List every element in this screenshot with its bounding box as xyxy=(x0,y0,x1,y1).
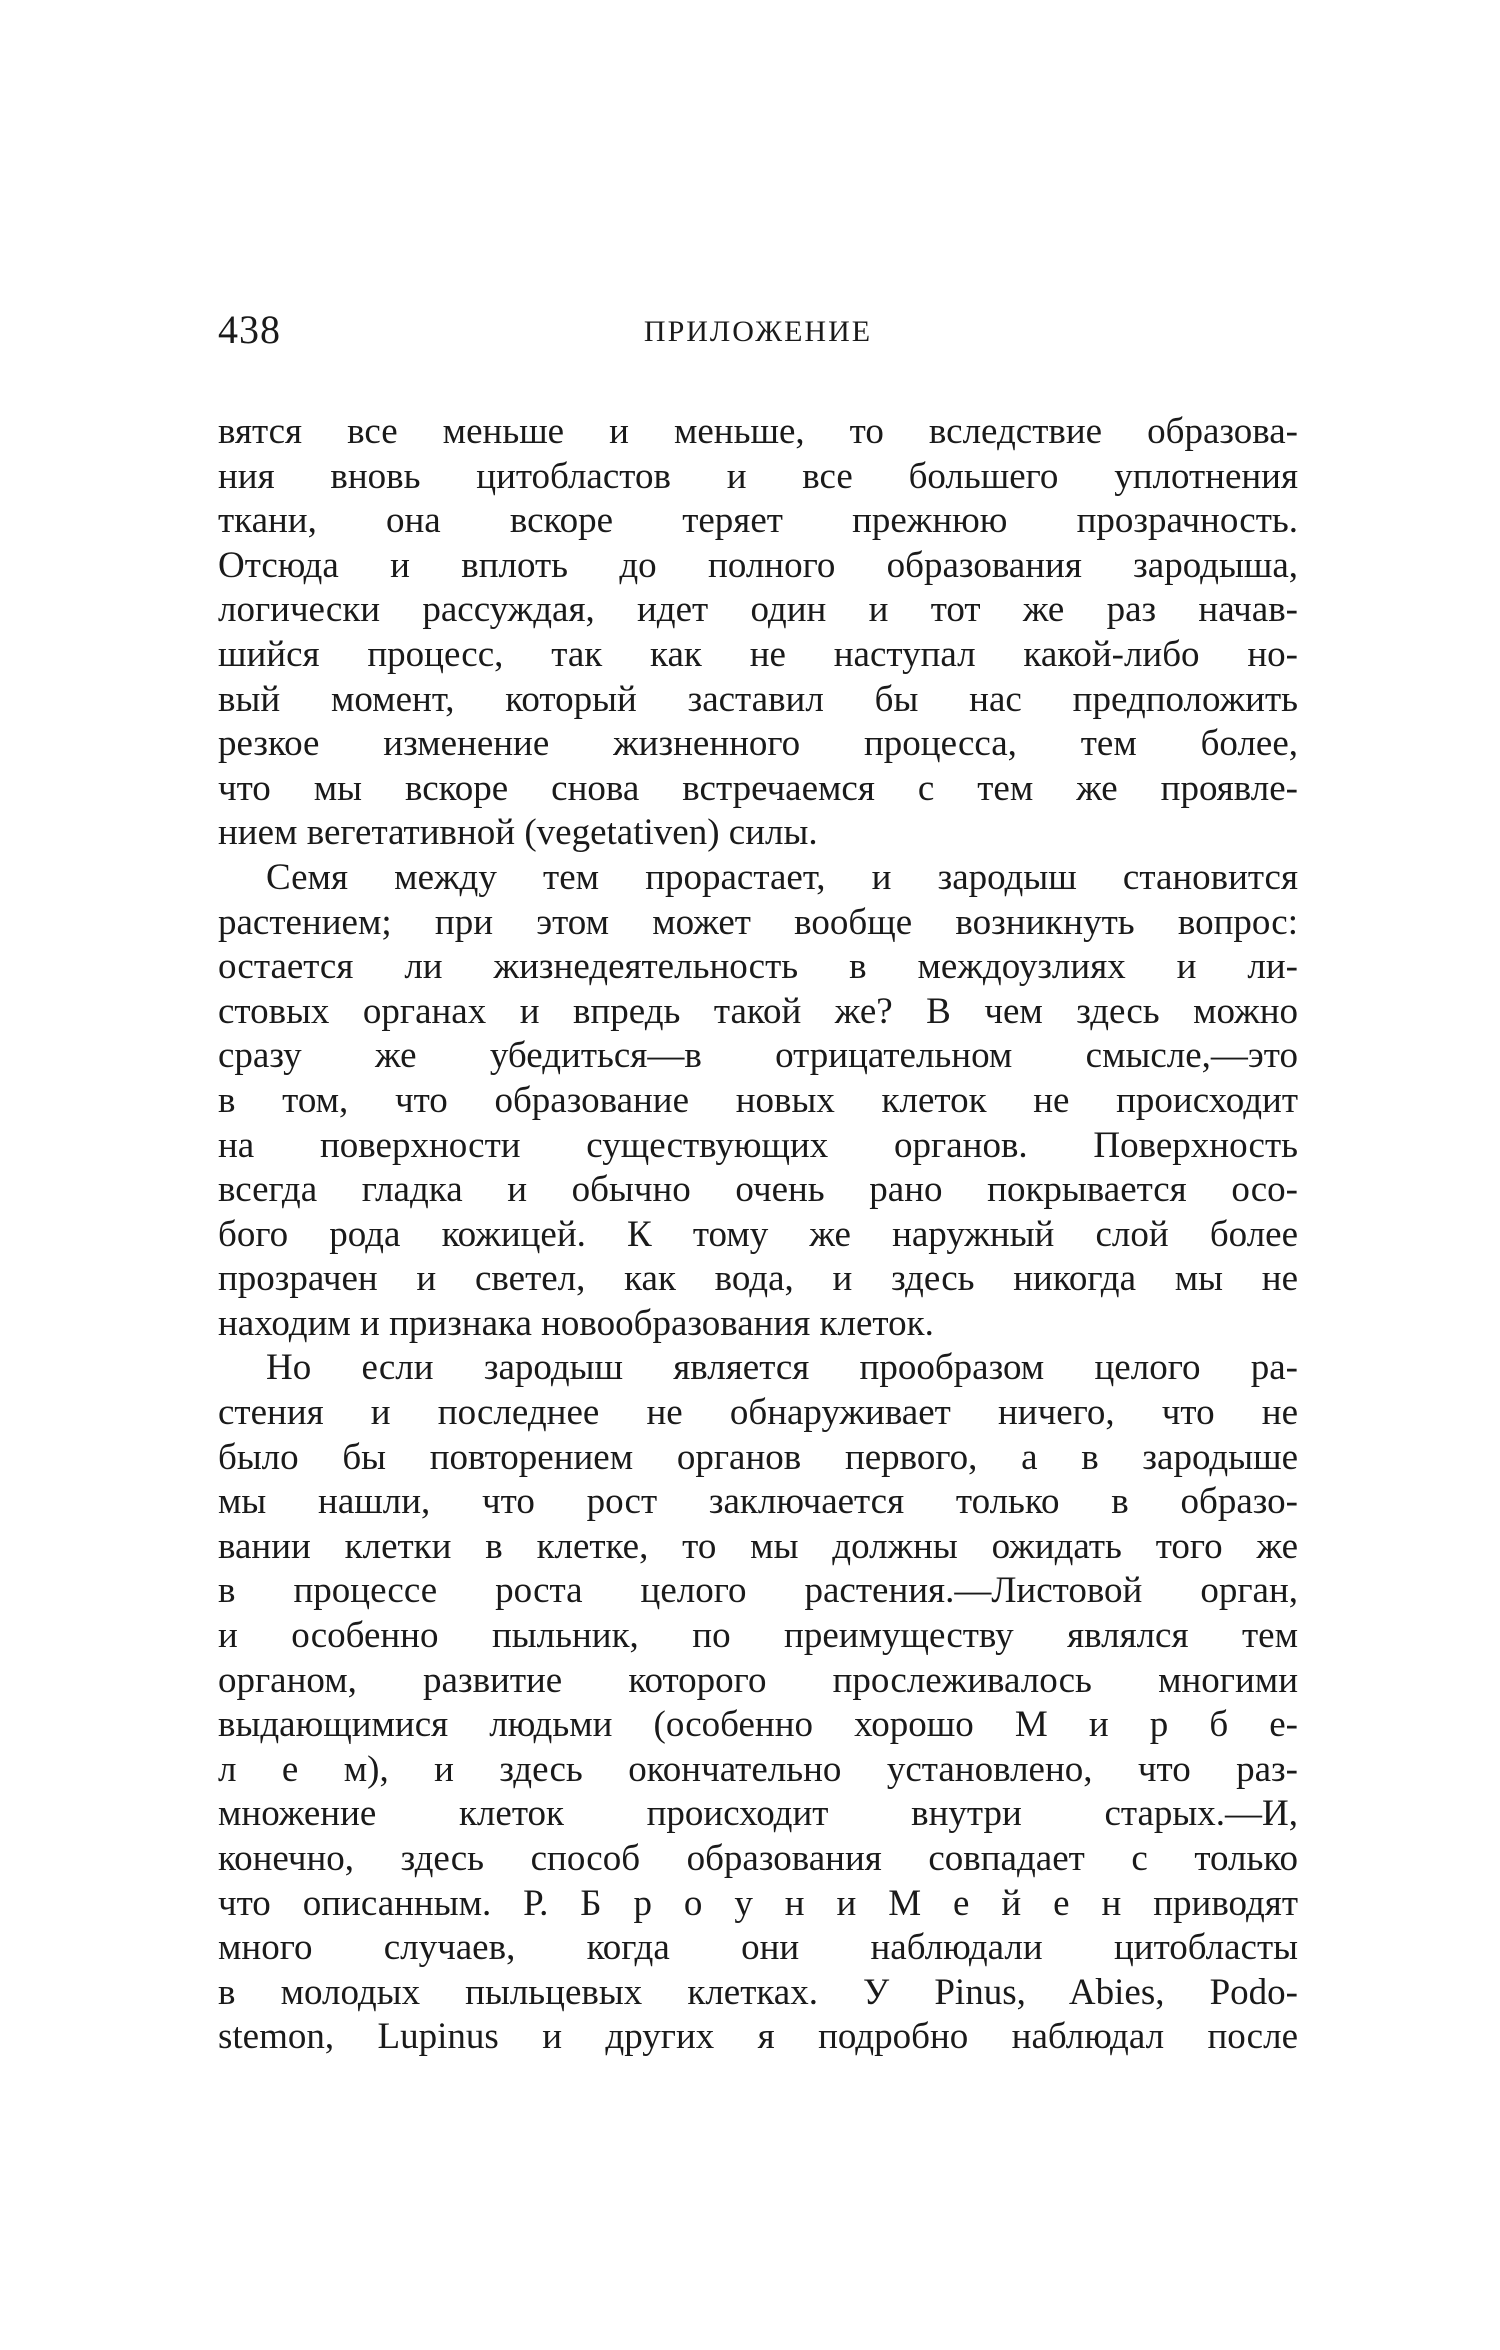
text-line: конечно, здесь способ образования совпадает с только xyxy=(218,1838,1298,1879)
text-line: в том, что образование новых клеток не происходит xyxy=(218,1079,1298,1121)
text-line: на поверхности существующих органов. Поверхность xyxy=(218,1124,1298,1166)
running-head xyxy=(218,300,1298,360)
text-line: сразу же убедиться—в отрицательном смысле,—это xyxy=(218,1035,1298,1077)
text-line: бого рода кожицей. К тому же наружный слой более xyxy=(218,1213,1298,1255)
text-line: Семя между тем прорастает, и зародыш становится xyxy=(266,856,1298,898)
text-line: ткани, она вскоре теряет прежнюю прозрачность. xyxy=(218,500,1298,542)
text-line: в молодых пыльцевых клетках. У Pinus, Abies, Podo- xyxy=(218,1971,1298,2013)
text-line: множение клеток происходит внутри старых.—И, xyxy=(218,1793,1298,1835)
paragraph-3 xyxy=(218,1346,1298,2060)
text-line: выдающимися людьми (особенно хорошо М и р б е- xyxy=(218,1704,1298,1746)
text-line: stemon, Lupinus и других я подробно наблюдал после xyxy=(218,2016,1298,2058)
text-line: вый момент, который заставил бы нас предположить xyxy=(218,678,1298,720)
section-title: ПРИЛОЖЕНИЕ xyxy=(643,315,873,348)
text-line: много случаев, когда они наблюдали цитобласты xyxy=(218,1927,1298,1969)
text-line: нием вегетативной (vegetativen) силы. xyxy=(218,812,818,854)
page-number: 438 xyxy=(218,307,281,352)
text-line: в процессе роста целого растения.—Листовой орган, xyxy=(218,1570,1298,1612)
text-line: что мы вскоре снова встречаемся с тем же проявле- xyxy=(218,767,1298,809)
text-line: Отсюда и вплоть до полного образования зародыша, xyxy=(218,544,1298,586)
text-line: и особенно пыльник, по преимуществу являлся тем xyxy=(218,1615,1298,1657)
text-line: органом, развитие которого прослеживалось многими xyxy=(218,1659,1298,1701)
text-line: стения и последнее не обнаруживает ничего, что не xyxy=(218,1392,1298,1434)
body-text xyxy=(218,410,1298,2060)
text-line: находим и признака новообразования клеток. xyxy=(218,1302,934,1344)
text-line: вании клетки в клетке, то мы должны ожидать того же xyxy=(218,1525,1298,1567)
text-line: л е м), и здесь окончательно установлено, что раз- xyxy=(218,1748,1298,1790)
text-line: растением; при этом может вообще возникнуть вопрос: xyxy=(218,901,1298,943)
text-line: шийся процесс, так как не наступал какой-либо но- xyxy=(218,633,1298,675)
text-line: стовых органах и впредь такой же? В чем здесь можно xyxy=(218,990,1298,1032)
text-line: Но если зародыш является прообразом целого ра- xyxy=(266,1347,1298,1389)
text-line: остается ли жизнедеятельность в междоузлиях и ли- xyxy=(218,946,1298,988)
text-line: мы нашли, что рост заключается только в образо- xyxy=(218,1481,1298,1523)
paragraph-2 xyxy=(218,856,1298,1347)
text-line: было бы повторением органов первого, а в зародыше xyxy=(218,1436,1298,1478)
paragraph-1 xyxy=(218,410,1298,856)
text-line: резкое изменение жизненного процесса, тем более, xyxy=(218,723,1298,765)
text-line: прозрачен и светел, как вода, и здесь никогда мы не xyxy=(218,1258,1298,1300)
text-line: ния вновь цитобластов и все большего уплотнения xyxy=(218,455,1298,497)
text-line: что описанным. Р. Б р о у н и М е й е н приводят xyxy=(218,1882,1298,1924)
text-line: логически рассуждая, идет один и тот же раз начав- xyxy=(218,589,1298,631)
text-line: всегда гладка и обычно очень рано покрывается осо- xyxy=(218,1169,1298,1211)
text-line: вятся все меньше и меньше, то вследствие образова- xyxy=(218,411,1298,452)
